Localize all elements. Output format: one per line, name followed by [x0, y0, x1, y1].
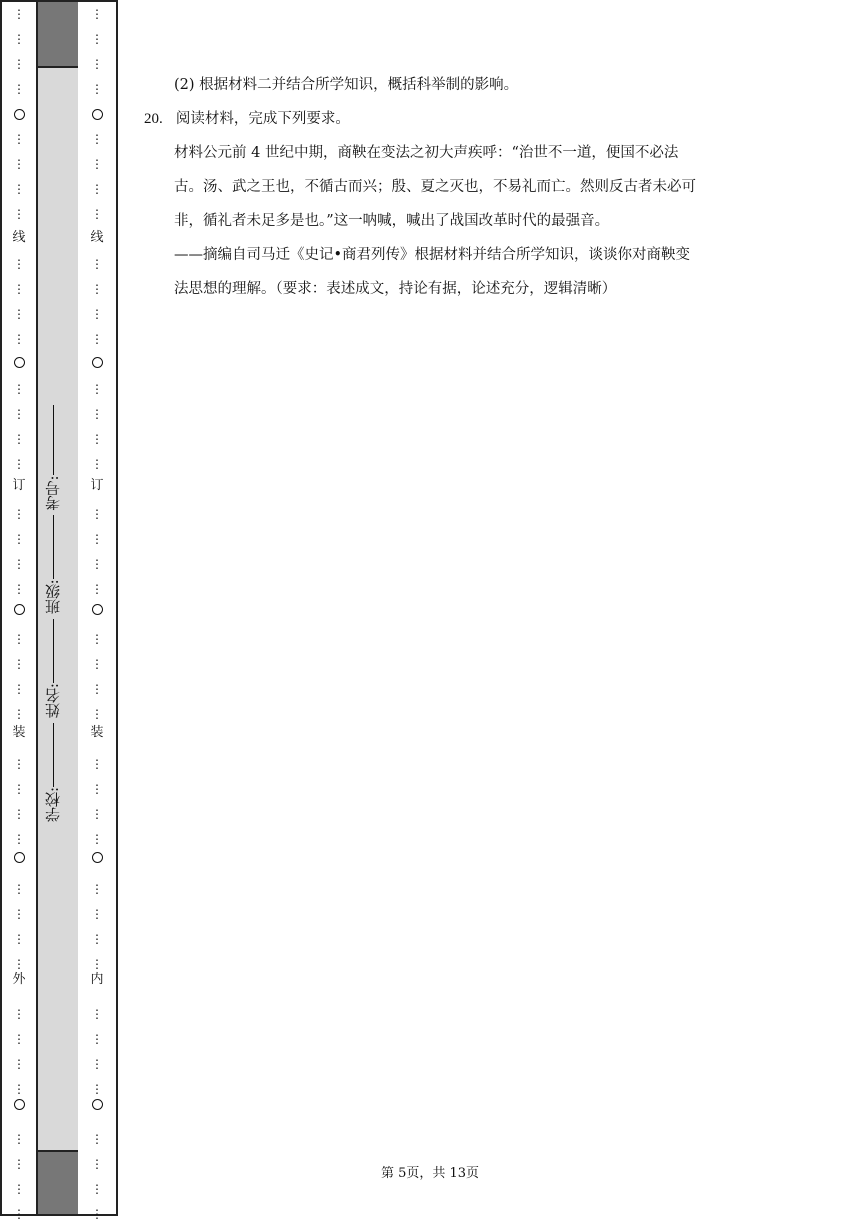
- inner-dot: ⋮: [91, 882, 103, 896]
- inner-dot: ⋮: [91, 807, 103, 821]
- outer-label-zhuang: 装: [2, 726, 36, 740]
- outer-dot: ⋮: [13, 657, 25, 671]
- outer-dot: ⋮: [13, 1182, 25, 1196]
- outer-dot: ⋮: [13, 257, 25, 271]
- outer-dot: ⋮: [13, 782, 25, 796]
- outer-label-wai: 外: [2, 973, 36, 987]
- material-line-3: 非，循礼者未足多是也。”这一呐喊，喊出了战国改革时代的最强音。: [174, 213, 610, 229]
- inner-dot: ⋮: [91, 532, 103, 546]
- outer-dot: ⋮: [13, 632, 25, 646]
- inner-dot: ⋮: [91, 632, 103, 646]
- outer-dot: ⋮: [13, 1032, 25, 1046]
- sub-question-2: (2) 根据材料二并结合所学知识，概括科举制的影响。: [174, 77, 519, 93]
- outer-circle-mark: [14, 1099, 25, 1110]
- school-label: 学校:: [44, 786, 62, 822]
- class-label: 班级:: [44, 579, 62, 615]
- inner-dot: ⋮: [91, 32, 103, 46]
- inner-dot: ⋮: [91, 657, 103, 671]
- inner-label-ding: 订: [78, 479, 116, 493]
- outer-circle-mark: [14, 604, 25, 615]
- outer-label-xian: 线: [2, 231, 36, 245]
- inner-dot: ⋮: [91, 957, 103, 971]
- inner-circle-mark: [92, 604, 103, 615]
- inner-dot: ⋮: [91, 832, 103, 846]
- inner-binding-strip: [78, 0, 118, 1221]
- strip-top-block: [38, 2, 78, 68]
- outer-dot: ⋮: [13, 507, 25, 521]
- inner-label-nei: 内: [78, 973, 116, 987]
- outer-dot: ⋮: [13, 1007, 25, 1021]
- exam-no-label: 考号:: [44, 475, 62, 511]
- outer-dot: ⋮: [13, 182, 25, 196]
- inner-dot: ⋮: [91, 907, 103, 921]
- material-line-1: 材料公元前 4 世纪中期，商鞅在变法之初大声疾呼：“治世不一道，便国不必法: [174, 145, 679, 161]
- strip-bottom-block: [38, 1150, 78, 1214]
- outer-dot: ⋮: [13, 757, 25, 771]
- inner-circle-mark: [92, 357, 103, 368]
- inner-dot: ⋮: [91, 1057, 103, 1071]
- name-blank[interactable]: [52, 619, 54, 683]
- exam-no-blank[interactable]: [52, 405, 54, 475]
- outer-dot: ⋮: [13, 207, 25, 221]
- outer-dot: ⋮: [13, 332, 25, 346]
- student-info-strip: [38, 0, 78, 1216]
- outer-circle-mark: [14, 852, 25, 863]
- outer-dot: ⋮: [13, 882, 25, 896]
- inner-dot: ⋮: [91, 1157, 103, 1171]
- inner-dot: ⋮: [91, 407, 103, 421]
- inner-dot: ⋮: [91, 582, 103, 596]
- inner-circle-mark: [92, 109, 103, 120]
- inner-dot: ⋮: [91, 1132, 103, 1146]
- outer-dot: ⋮: [13, 682, 25, 696]
- outer-dot: ⋮: [13, 532, 25, 546]
- outer-dot: ⋮: [13, 82, 25, 96]
- inner-dot: ⋮: [91, 682, 103, 696]
- outer-dot: ⋮: [13, 1157, 25, 1171]
- outer-binding-strip: [0, 0, 38, 1221]
- outer-circle-mark: [14, 109, 25, 120]
- outer-label-ding: 订: [2, 479, 36, 493]
- inner-dot: ⋮: [91, 82, 103, 96]
- outer-dot: ⋮: [13, 907, 25, 921]
- outer-dot: ⋮: [13, 832, 25, 846]
- inner-dot: ⋮: [91, 432, 103, 446]
- outer-dot: ⋮: [13, 382, 25, 396]
- outer-dot: ⋮: [13, 807, 25, 821]
- outer-dot: ⋮: [13, 282, 25, 296]
- outer-dot: ⋮: [13, 557, 25, 571]
- question-number: 20.: [144, 111, 163, 127]
- outer-circle-mark: [14, 357, 25, 368]
- outer-dot: ⋮: [13, 1207, 25, 1221]
- inner-dot: ⋮: [91, 457, 103, 471]
- outer-dot: ⋮: [13, 32, 25, 46]
- outer-dot: ⋮: [13, 407, 25, 421]
- inner-dot: ⋮: [91, 157, 103, 171]
- outer-dot: ⋮: [13, 1132, 25, 1146]
- inner-dot: ⋮: [91, 207, 103, 221]
- class-blank[interactable]: [52, 515, 54, 579]
- material-line-5: 法思想的理解。（要求：表述成文，持论有据，论述充分，逻辑清晰）: [174, 281, 617, 297]
- student-info-fields: [42, 472, 74, 822]
- inner-dot: ⋮: [91, 332, 103, 346]
- inner-dot: ⋮: [91, 1182, 103, 1196]
- outer-dot: ⋮: [13, 132, 25, 146]
- outer-dot: ⋮: [13, 707, 25, 721]
- outer-dot: ⋮: [13, 1082, 25, 1096]
- outer-dot: ⋮: [13, 932, 25, 946]
- inner-dot: ⋮: [91, 557, 103, 571]
- inner-dot: ⋮: [91, 282, 103, 296]
- outer-dot: ⋮: [13, 1057, 25, 1071]
- outer-dot: ⋮: [13, 582, 25, 596]
- inner-dot: ⋮: [91, 132, 103, 146]
- page-footer: 第 5页，共 13页: [380, 1166, 480, 1181]
- outer-dot: ⋮: [13, 307, 25, 321]
- outer-dot: ⋮: [13, 457, 25, 471]
- inner-dot: ⋮: [91, 7, 103, 21]
- inner-dot: ⋮: [91, 782, 103, 796]
- name-label: 姓名:: [44, 683, 62, 719]
- inner-dot: ⋮: [91, 1207, 103, 1221]
- outer-dot: ⋮: [13, 57, 25, 71]
- outer-dot: ⋮: [13, 432, 25, 446]
- question-stem: 阅读材料，完成下列要求。: [175, 111, 350, 127]
- inner-dot: ⋮: [91, 382, 103, 396]
- material-line-4: ——摘编自司马迁《史记•商君列传》根据材料并结合所学知识，谈谈你对商鞅变: [174, 247, 691, 263]
- material-line-2: 古。汤、武之王也，不循古而兴；殷、夏之灭也，不易礼而亡。然则反古者未必可: [174, 179, 696, 195]
- inner-circle-mark: [92, 1099, 103, 1110]
- inner-dot: ⋮: [91, 932, 103, 946]
- school-blank[interactable]: [52, 723, 54, 787]
- inner-dotted-line: [78, 2, 116, 1221]
- inner-dot: ⋮: [91, 1032, 103, 1046]
- outer-dotted-line: [2, 2, 36, 1221]
- inner-circle-mark: [92, 852, 103, 863]
- inner-label-zhuang: 装: [78, 726, 116, 740]
- inner-dot: ⋮: [91, 307, 103, 321]
- outer-dot: ⋮: [13, 157, 25, 171]
- outer-dot: ⋮: [13, 957, 25, 971]
- inner-dot: ⋮: [91, 182, 103, 196]
- inner-dot: ⋮: [91, 1007, 103, 1021]
- inner-dot: ⋮: [91, 57, 103, 71]
- question-20-header: [144, 107, 350, 128]
- outer-dot: ⋮: [13, 7, 25, 21]
- inner-dot: ⋮: [91, 757, 103, 771]
- inner-dot: ⋮: [91, 707, 103, 721]
- inner-label-xian: 线: [78, 231, 116, 245]
- inner-dot: ⋮: [91, 1082, 103, 1096]
- inner-dot: ⋮: [91, 257, 103, 271]
- inner-dot: ⋮: [91, 507, 103, 521]
